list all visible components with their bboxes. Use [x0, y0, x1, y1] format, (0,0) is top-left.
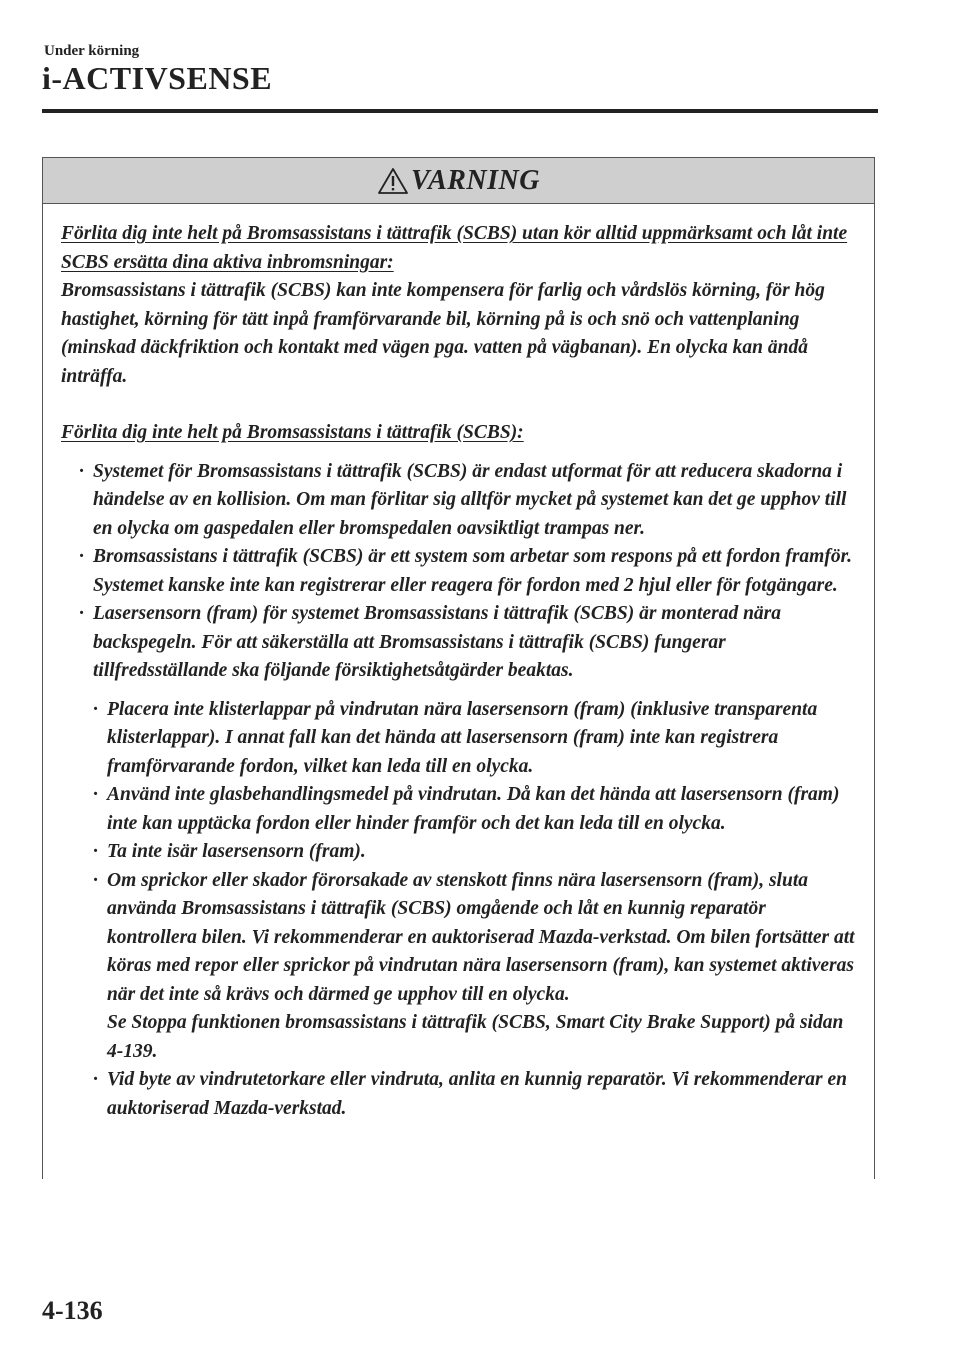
section-label: Under körning: [44, 43, 140, 59]
sub-bullet-item: · Vid byte av vindrutetorkare eller vindruta, anlita en kunnig reparatör. Vi rekommenderar en auktoriserad Mazda-verkstad.: [91, 1066, 856, 1123]
sub-bullet-item: · Placera inte klisterlappar på vindrutan nära lasersensorn (fram) (inklusive transparenta klisterlappar). I annat fall kan det hända att lasersensorn (fram) inte kan registrera framförvarande fordon, vilket kan leda till en olycka.: [91, 696, 856, 782]
warning-paragraph-1: Bromsassistans i tättrafik (SCBS) kan inte kompensera för farlig och vårdslös körning, för hög hastighet, körning för tätt inpå framförvarande bil, körning på is och snö och vattenplaning (minskad däckfriktion och kontakt med vägen pga. vatten på vägbanan). En olycka kan ändå inträffa.: [61, 280, 825, 387]
sub-bullet-list: [61, 696, 856, 1124]
bullet-list: [61, 458, 856, 686]
sub-bullet-item: · Använd inte glasbehandlingsmedel på vindrutan. Då kan det hända att lasersensorn (fram) inte kan upptäcka fordon eller hinder framför och det kan leda till en olycka.: [91, 781, 856, 838]
sub-bullet-inner-list: [61, 696, 856, 1124]
header-rule: [42, 109, 878, 113]
reference-note[interactable]: Se Stoppa funktionen bromsassistans i tättrafik (SCBS, Smart City Brake Support) på sidan 4-139.: [107, 1012, 844, 1062]
warning-heading-2: Förlita dig inte helt på Bromsassistans i tättrafik (SCBS):: [61, 422, 524, 443]
warning-body: [43, 204, 874, 1123]
warning-title: VARNING: [410, 164, 540, 196]
sub-bullet-container: [61, 696, 856, 1124]
sub-bullet-item: [91, 867, 856, 1067]
page-number: 4-136: [42, 1296, 103, 1325]
sub-bullet-item: · Ta inte isär lasersensorn (fram).: [91, 838, 856, 867]
bullet-item: · Bromsassistans i tättrafik (SCBS) är ett system som arbetar som respons på ett fordon framför. Systemet kanske inte kan registrerar eller reagera för fordon med 2 hjul eller för fotgängare.: [77, 543, 856, 600]
warning-heading-1: Förlita dig inte helt på Bromsassistans i tättrafik (SCBS) utan kör alltid uppmärksamt och låt inte SCBS ersätta dina aktiva inbromsningar:: [61, 223, 848, 273]
warning-triangle-icon: [377, 167, 409, 195]
bullet-item: · Systemet för Bromsassistans i tättrafik (SCBS) är endast utformat för att reducera skadorna i händelse av en kollision. Om man förlitar sig alltför mycket på systemet kan det ge upphov till en olycka om gaspedalen eller bromspedalen oavsiktligt trampas ner.: [77, 458, 856, 544]
warning-box: [42, 157, 875, 1179]
bullet-item: · Lasersensorn (fram) för systemet Bromsassistans i tättrafik (SCBS) är monterad nära backspegeln. För att säkerställa att Bromsassistans i tättrafik (SCBS) fungerar tillfredsställande ska följande försiktighetsåtgärder beaktas.: [77, 600, 856, 686]
warning-header: [43, 158, 874, 204]
paragraph-spacer: [61, 391, 856, 419]
chapter-title: i-ACTIVSENSE: [42, 60, 273, 96]
sub-bullet-text: Om sprickor eller skador förorsakade av stenskott finns nära lasersensorn (fram), sluta använda Bromsassistans i tättrafik (SCBS) omgående och låt en kunnig reparatör kontrollera bilen. Vi rekommenderar en auktoriserad Mazda-verkstad. Om bilen fortsätter att köras med repor eller sprickor på vindrutan nära lasersensorn (fram), kan systemet aktiveras när det inte så krävs och därmed ge upphov till en olycka.: [107, 869, 855, 1005]
